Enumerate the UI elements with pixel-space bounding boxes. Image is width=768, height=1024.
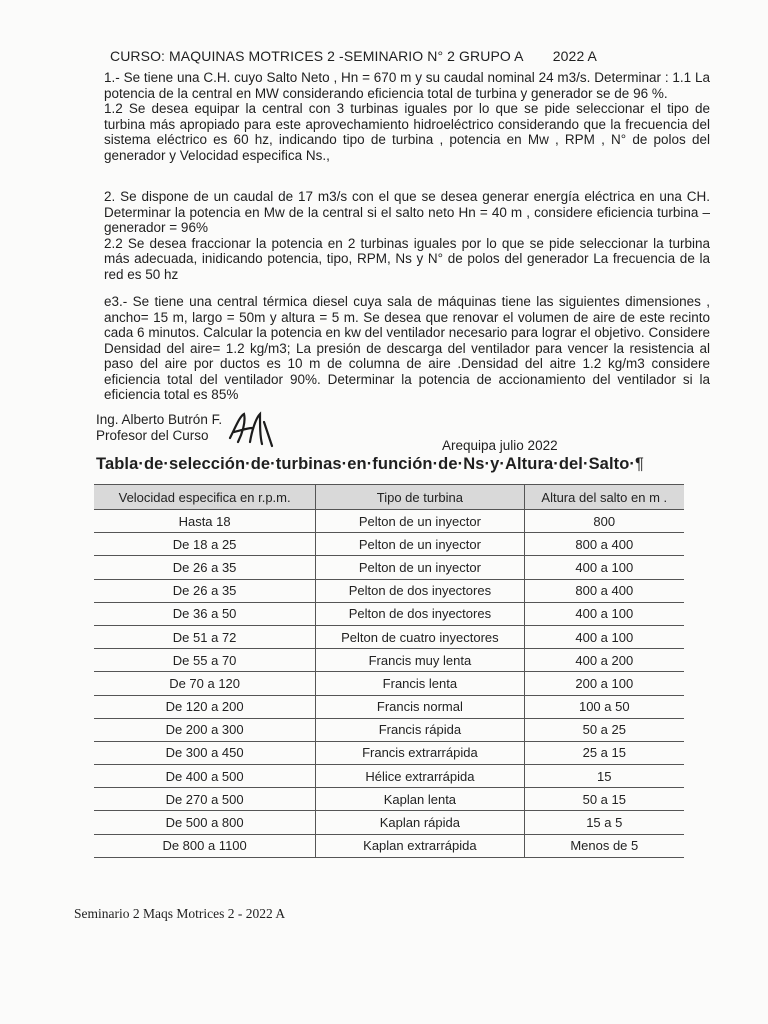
cell-specific-speed: De 120 a 200 bbox=[94, 695, 316, 718]
column-header-head-height: Altura del salto en m . bbox=[524, 485, 684, 510]
table-row bbox=[94, 695, 684, 718]
cell-head-height: Menos de 5 bbox=[524, 834, 684, 857]
cell-specific-speed: De 55 a 70 bbox=[94, 649, 316, 672]
table-row bbox=[94, 625, 684, 648]
table-row bbox=[94, 741, 684, 764]
table-row bbox=[94, 510, 684, 533]
cell-specific-speed: De 26 a 35 bbox=[94, 556, 316, 579]
cell-turbine-type: Pelton de un inyector bbox=[316, 556, 524, 579]
cell-specific-speed: De 400 a 500 bbox=[94, 765, 316, 788]
problem-3-text: e3.- Se tiene una central térmica diesel cuya sala de máquinas tiene las siguientes dimensiones , ancho= 15 m, largo = 50m y altura = 5 m. Se desea que renovar el volumen de aire de este recinto cada 6 minutos. Calcular la potencia en kw del ventilador necesario para lograr el objetivo. Considere Densidad del aire= 1.2 kg/m3; La presión de descarga del ventilador para vencer la resistencia al paso del aire por ductos es 10 m de columna de aire .Densidad del aitre 1.2 kg/m3 considere eficiencia total del ventilador 90%. Determinar la potencia de accionamiento del ventilador si la eficiencia total es 85% bbox=[104, 294, 710, 402]
cell-head-height: 200 a 100 bbox=[524, 672, 684, 695]
table-row bbox=[94, 788, 684, 811]
problem-2 bbox=[104, 189, 710, 282]
cell-head-height: 15 a 5 bbox=[524, 811, 684, 834]
cell-turbine-type: Kaplan extrarrápida bbox=[316, 834, 524, 857]
turbine-selection-table bbox=[94, 484, 684, 858]
cell-head-height: 800 a 400 bbox=[524, 533, 684, 556]
cell-head-height: 400 a 100 bbox=[524, 625, 684, 648]
cell-turbine-type: Francis extrarrápida bbox=[316, 741, 524, 764]
table-header-row bbox=[94, 485, 684, 510]
professor-name: Ing. Alberto Butrón F. bbox=[96, 412, 223, 427]
cell-specific-speed: De 800 a 1100 bbox=[94, 834, 316, 857]
cell-specific-speed: De 500 a 800 bbox=[94, 811, 316, 834]
cell-turbine-type: Pelton de un inyector bbox=[316, 533, 524, 556]
professor-role: Profesor del Curso bbox=[96, 427, 209, 443]
cell-specific-speed: De 300 a 450 bbox=[94, 741, 316, 764]
problem-1 bbox=[104, 70, 710, 163]
cell-head-height: 15 bbox=[524, 765, 684, 788]
page-footer: Seminario 2 Maqs Motrices 2 - 2022 A bbox=[74, 906, 286, 921]
table-row bbox=[94, 556, 684, 579]
table-row bbox=[94, 765, 684, 788]
signature-block bbox=[96, 412, 222, 443]
cell-turbine-type: Francis muy lenta bbox=[316, 649, 524, 672]
cell-turbine-type: Hélice extrarrápida bbox=[316, 765, 524, 788]
cell-turbine-type: Pelton de cuatro inyectores bbox=[316, 625, 524, 648]
cell-turbine-type: Francis lenta bbox=[316, 672, 524, 695]
cell-specific-speed: Hasta 18 bbox=[94, 510, 316, 533]
cell-head-height: 800 bbox=[524, 510, 684, 533]
table-row bbox=[94, 811, 684, 834]
cell-head-height: 50 a 25 bbox=[524, 718, 684, 741]
table-row bbox=[94, 672, 684, 695]
cell-turbine-type: Pelton de un inyector bbox=[316, 510, 524, 533]
table-row bbox=[94, 718, 684, 741]
problem-1-part-2: 1.2 Se desea equipar la central con 3 turbinas iguales por lo que se pide seleccionar el tipo de turbina más apropiado para este aprovechamiento hidroeléctrico considerando que la frecuencia del sistema eléctrico es 60 hz, indicando tipo de turbina , potencia en Mw , RPM , N° de polos del generador y Velocidad especifica Ns., bbox=[104, 101, 710, 163]
cell-head-height: 50 a 15 bbox=[524, 788, 684, 811]
cell-head-height: 400 a 200 bbox=[524, 649, 684, 672]
course-period: 2022 A bbox=[552, 48, 597, 64]
table-row bbox=[94, 579, 684, 602]
table-row bbox=[94, 834, 684, 857]
problem-2-part-2: 2.2 Se desea fraccionar la potencia en 2 turbinas iguales por lo que se pide seleccionar la turbina más adecuada, inidicando potencia, tipo, RPM, Ns y N° de polos del generador La frecuencia de la red es 50 hz bbox=[104, 235, 710, 282]
table-row bbox=[94, 602, 684, 625]
table-row bbox=[94, 533, 684, 556]
cell-specific-speed: De 26 a 35 bbox=[94, 579, 316, 602]
problem-2-part-1: 2. Se dispone de un caudal de 17 m3/s con el que se desea generar energía eléctrica en una CH. Determinar la potencia en Mw de la central si el salto neto Hn = 40 m , considere eficiencia turbina –generador = 96% bbox=[104, 189, 710, 235]
table-title bbox=[96, 455, 644, 474]
cell-turbine-type: Francis rápida bbox=[316, 718, 524, 741]
problem-1-part-1: 1.- Se tiene una C.H. cuyo Salto Neto , Hn = 670 m y su caudal nominal 24 m3/s. Determinar : 1.1 La potencia de la central en MW considerando eficiencia total de turbina y generador se de 96 %. bbox=[104, 70, 710, 101]
cell-head-height: 400 a 100 bbox=[524, 556, 684, 579]
course-title: CURSO: MAQUINAS MOTRICES 2 -SEMINARIO N° 2 GRUPO A bbox=[110, 48, 523, 64]
column-header-turbine-type: Tipo de turbina bbox=[316, 485, 524, 510]
cell-specific-speed: De 18 a 25 bbox=[94, 533, 316, 556]
problem-3 bbox=[104, 294, 710, 403]
cell-specific-speed: De 36 a 50 bbox=[94, 602, 316, 625]
cell-turbine-type: Kaplan lenta bbox=[316, 788, 524, 811]
column-header-specific-speed: Velocidad especifica en r.p.m. bbox=[94, 485, 316, 510]
cell-specific-speed: De 200 a 300 bbox=[94, 718, 316, 741]
cell-specific-speed: De 270 a 500 bbox=[94, 788, 316, 811]
cell-turbine-type: Pelton de dos inyectores bbox=[316, 602, 524, 625]
cell-specific-speed: De 51 a 72 bbox=[94, 625, 316, 648]
table-row bbox=[94, 649, 684, 672]
pilcrow-mark: ¶ bbox=[635, 455, 644, 473]
table-title-text: Tabla·de·selección·de·turbinas·en·función·de·Ns·y·Altura·del·Salto· bbox=[96, 455, 636, 473]
cell-turbine-type: Kaplan rápida bbox=[316, 811, 524, 834]
cell-head-height: 100 a 50 bbox=[524, 695, 684, 718]
course-header bbox=[110, 48, 710, 64]
cell-turbine-type: Francis normal bbox=[316, 695, 524, 718]
cell-head-height: 25 a 15 bbox=[524, 741, 684, 764]
cell-turbine-type: Pelton de dos inyectores bbox=[316, 579, 524, 602]
cell-head-height: 400 a 100 bbox=[524, 602, 684, 625]
cell-specific-speed: De 70 a 120 bbox=[94, 672, 316, 695]
table-body bbox=[94, 510, 684, 858]
cell-head-height: 800 a 400 bbox=[524, 579, 684, 602]
place-date: Arequipa julio 2022 bbox=[442, 438, 558, 453]
handwritten-signature bbox=[224, 408, 276, 450]
